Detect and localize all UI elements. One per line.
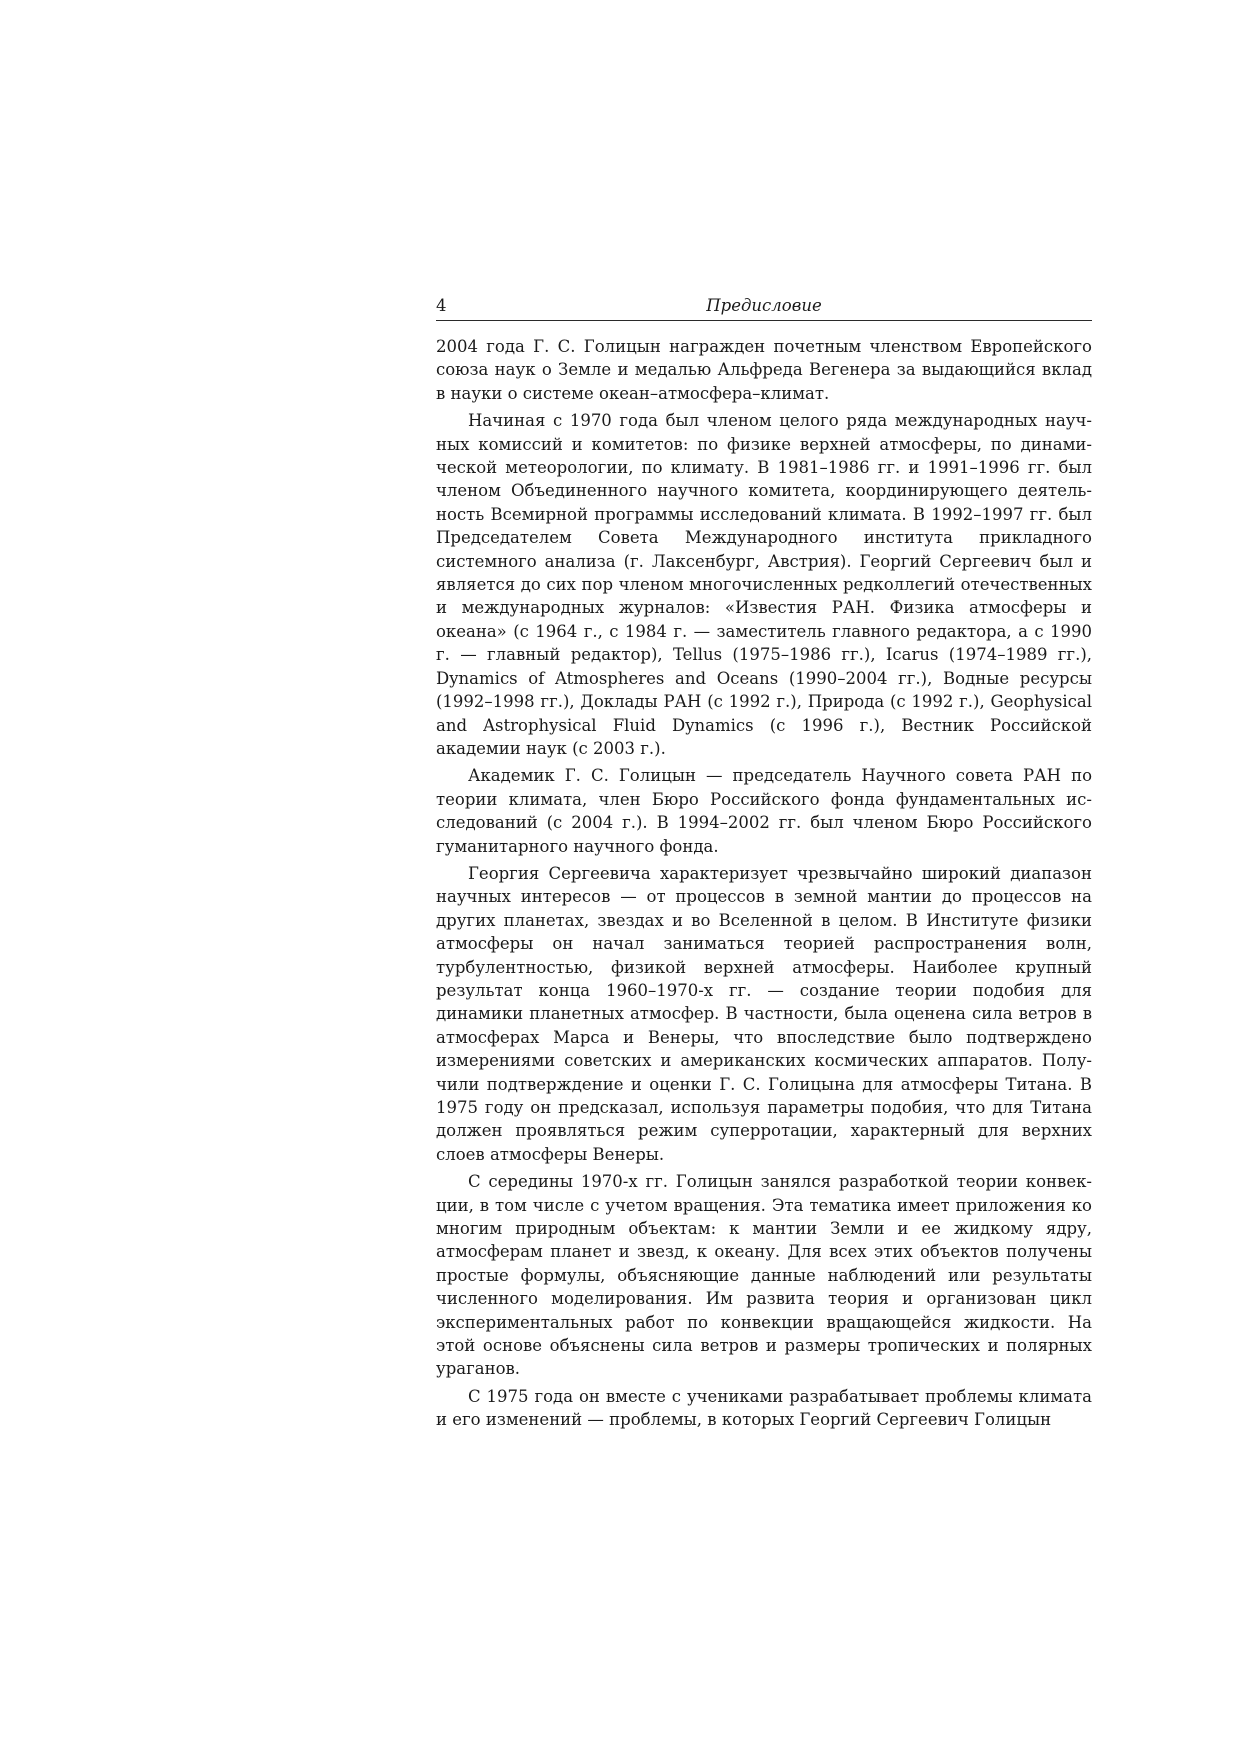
paragraph-5: С середины 1970-х гг. Голицын занялся разработкой теории конвекции, в том числе с учетом вращения. Эта тематика имеет приложения ко многим природным объектам: к мантии Земли и ее жидкому ядру, атмосферам планет и звезд, к океану. Для всех этих объектов получены простые формулы, объясняющие данные наблюдений или результаты численного моделирования. Им развита теория и организован цикл экспериментальных работ по конвекции вращающейся жидкости. На этой основе объяснены сила ветров и размеры тропических и полярных ураганов. bbox=[436, 1172, 1092, 1379]
book-page bbox=[436, 294, 1092, 1436]
paragraph-3: Академик Г. С. Голицын — председатель Научного совета РАН по теории климата, член Бюро Российского фонда фундаментальных исследований (с 2004 г.). В 1994–2002 гг. был членом Бюро Российского гуманитарного научного фонда. bbox=[436, 766, 1092, 856]
running-header bbox=[436, 294, 1092, 321]
paragraph-4: Георгия Сергеевича характеризует чрезвычайно широкий диапазон научных интересов — от процессов в земной мантии до процессов на других планетах, звездах и во Вселенной в целом. В Институте физики атмосферы он начал заниматься теорией распространения волн, турбулентностью, физикой верхней атмосферы. Наиболее крупный результат конца 1960–1970-х гг. — создание теории подобия для динамики планетных атмосфер. В частности, была оценена сила ветров в атмосферах Марса и Венеры, что впоследствие было подтверждено измерениями советских и американских космических аппаратов. Получили подтверждение и оценки Г. С. Голицына для атмосферы Титана. В 1975 году он предсказал, используя параметры подобия, что для Титана должен проявляться режим суперротации, характерный для верхних слоев атмосферы Венеры. bbox=[436, 863, 1092, 1164]
running-header-title: Предисловие bbox=[706, 296, 822, 315]
body-text bbox=[436, 335, 1092, 1432]
paragraph-1: 2004 года Г. С. Голицын награжден почетным членством Европейского союза наук о Земле и медалью Альфреда Вегенера за выдающийся вклад в науки о системе океан–атмосфера–климат. bbox=[436, 337, 1092, 403]
paragraph-2: Начиная с 1970 года был членом целого ряда международных научных комиссий и комитетов: по физике верхней атмосферы, по динамической метеорологии, по климату. В 1981–1986 гг. и 1991–1996 гг. был членом Объединенного научного комитета, координирующего деятельность Всемирной программы исследований климата. В 1992–1997 гг. был Председателем Совета Международного института прикладного системного анализа (г. Лаксенбург, Австрия). Георгий Сергеевич был и является до сих пор членом многочисленных редколлегий отечественных и международных журналов: «Известия РАН. Физика атмосферы и океана» (с 1964 г., с 1984 г. — заместитель главного редактора, а с 1990 г. — главный редактор), Tellus (1975–1986 гг.), Icarus (1974–1989 гг.), Dynamics of Atmospheres and Oceans (1990–2004 гг.), Водные ресурсы (1992–1998 гг.), Доклады РАН (с 1992 г.), Природа (с 1992 г.), Geophysical and Astrophysical Fluid Dynamics (с 1996 г.), Вестник Российской академии наук (с 2003 г.). bbox=[436, 411, 1092, 758]
page-number: 4 bbox=[436, 296, 447, 315]
paragraph-6: С 1975 года он вместе с учениками разрабатывает проблемы климата и его изменений — проблемы, в которых Георгий Сергеевич Голицын bbox=[436, 1386, 1092, 1430]
